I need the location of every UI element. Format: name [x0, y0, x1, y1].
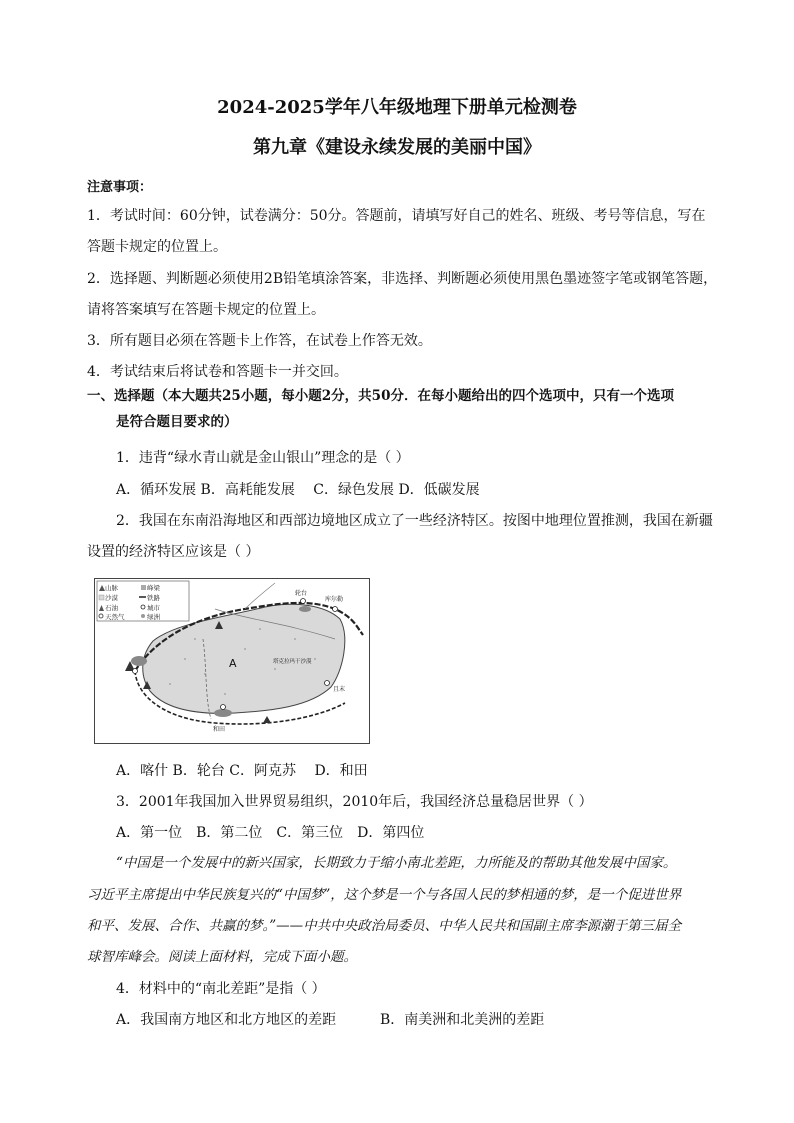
legend-gas: 天然气: [105, 613, 125, 621]
map-label-luntai: 轮台: [295, 590, 308, 597]
notice-line-5: 3．所有题目必须在答题卡上作答，在试卷上作答无效。: [87, 333, 432, 349]
oasis-kashgar: [131, 656, 147, 666]
legend-city: 城市: [147, 604, 160, 612]
legend-oasis: 绿洲: [147, 613, 160, 621]
material-line-2: 习近平主席提出中华民族复兴的“中国梦”，这个梦是一个与各国人民的梦相通的梦，是一个促进世界: [87, 887, 682, 903]
city-icon: [221, 705, 226, 710]
q4-stem: 4．材料中的“南北差距”是指（ ）: [116, 981, 326, 997]
mountain-icon: [263, 716, 271, 723]
legend-ridge: 峰梁: [147, 584, 160, 592]
q1-options: A．循环发展 B．高耗能发展 C．绿色发展 D．低碳发展: [116, 482, 480, 498]
legend-oasis-icon: [141, 614, 145, 618]
oasis-luntai: [299, 606, 311, 612]
q3-options: A．第一位 B．第二位 C．第三位 D．第四位: [116, 825, 425, 841]
section-heading: 一、选择题（本大题共25小题，每小题2分，共50分．在每小题给出的四个选项中，只有一个选项: [87, 388, 674, 404]
q4-option-a: A．我国南方地区和北方地区的差距: [116, 1012, 337, 1028]
xinjiang-map-figure: [94, 578, 370, 744]
legend-desert-icon: [99, 595, 104, 600]
legend-railway: 铁路: [147, 594, 160, 602]
city-icon: [333, 607, 338, 612]
q4-option-b: B．南美洲和北美洲的差距: [380, 1012, 545, 1028]
exam-title: 2024-2025学年八年级地理下册单元检测卷: [217, 97, 577, 118]
material-line-3: 和平、发展、合作、共赢的梦。”——中共中央政治局委员、中华人民共和国副主席李源潮于第三届全: [87, 918, 682, 934]
notice-line-1: 1．考试时间：60分钟，试卷满分：50分。答题前，请填写好自己的姓名、班级、考号等信息，写在: [87, 208, 706, 224]
notice-line-4: 请将答案填写在答题卡规定的位置上。: [87, 302, 325, 318]
city-icon: [325, 681, 330, 686]
q3-stem: 3．2001年我国加入世界贸易组织，2010年后，我国经济总量稳居世界（ ）: [116, 794, 593, 810]
section-heading-cont: 是符合题目要求的）: [116, 414, 238, 430]
q2-options: A．喀什 B．轮台 C．阿克苏 D．和田: [116, 763, 368, 779]
notice-heading: 注意事项：: [87, 180, 153, 195]
oasis-hetian: [214, 709, 232, 717]
chapter-title: 第九章《建设永续发展的美丽中国》: [253, 137, 541, 158]
material-line-1: “中国是一个发展中的新兴国家，长期致力于缩小南北差距，力所能及的帮助其他发展中国家。: [116, 855, 677, 871]
legend-ridge-icon: [141, 585, 146, 590]
map-label-kuerle: 库尔勒: [325, 596, 344, 603]
city-icon: [133, 669, 138, 674]
material-line-4: 球智库峰会。阅读上面材料，完成下面小题。: [87, 949, 357, 965]
notice-line-2: 答题卡规定的位置上。: [87, 239, 227, 255]
legend-desert: 沙漠: [105, 594, 118, 602]
notice-line-3: 2．选择题、判断题必须使用2B铅笔填涂答案，非选择、判断题必须使用黑色墨迹签字笔或钢笔答题，: [87, 271, 718, 287]
map-label-hetian: 和田: [213, 726, 226, 733]
map-label-a: A: [229, 657, 237, 670]
city-icon: [301, 599, 306, 604]
map-label-desert: 塔克拉玛干沙漠: [273, 659, 312, 665]
map-label-qiemo: 且末: [333, 686, 346, 693]
q2-stem-cont: 设置的经济特区应该是（ ）: [87, 544, 260, 560]
legend-oil: 石油: [105, 604, 118, 612]
legend-mountain: 山脉: [105, 584, 118, 592]
notice-line-6: 4．考试结束后将试卷和答题卡一并交回。: [87, 364, 348, 380]
q2-stem: 2．我国在东南沿海地区和西部边境地区成立了一些经济特区。按图中地理位置推测，我国在新疆: [116, 513, 713, 529]
q1-stem: 1．违背“绿水青山就是金山银山”理念的是（ ）: [116, 450, 410, 466]
